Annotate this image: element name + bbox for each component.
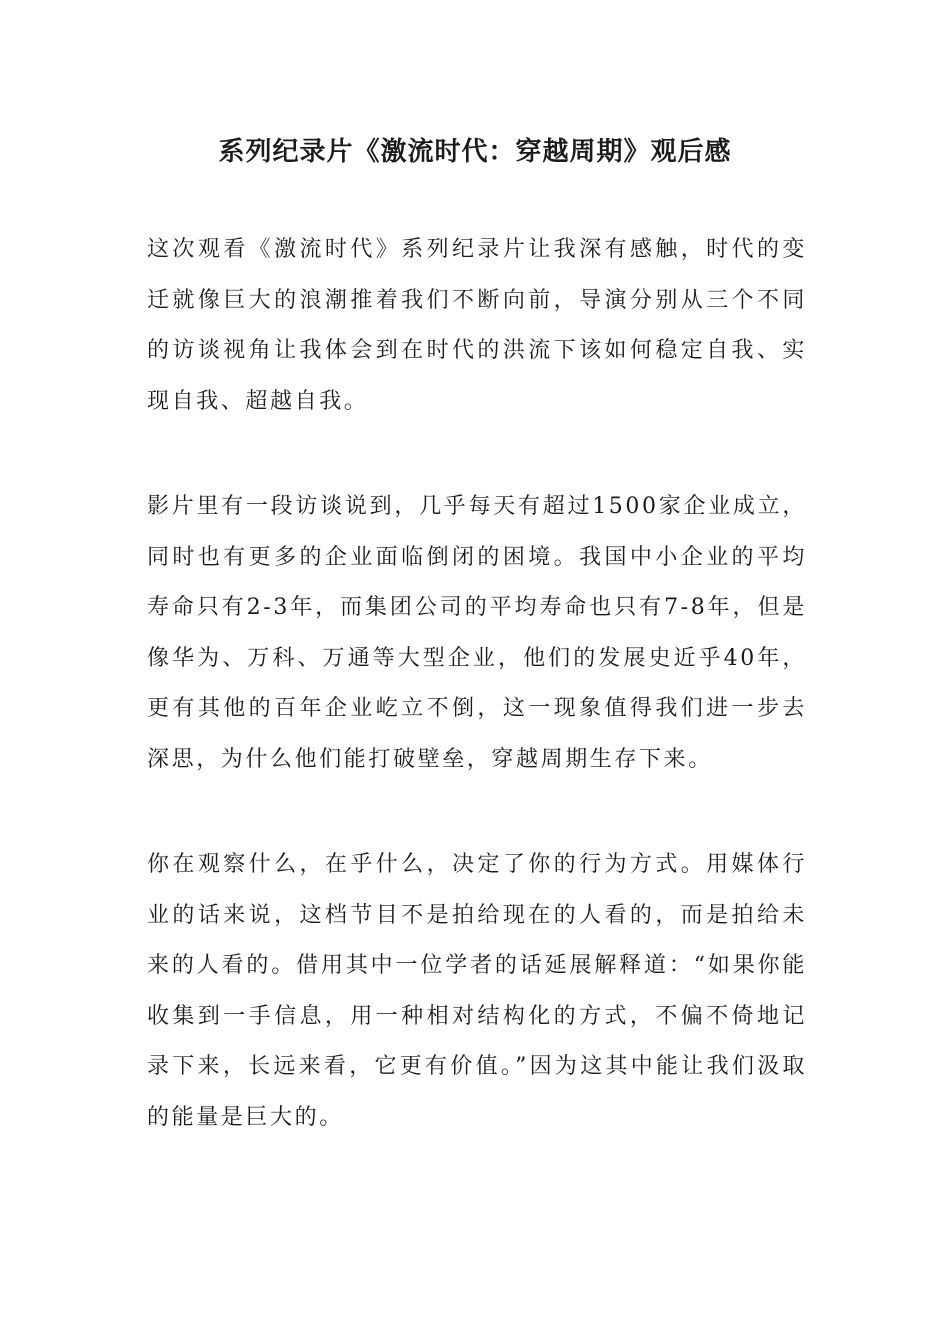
paragraph-3: 你在观察什么，在乎什么，决定了你的行为方式。用媒体行业的话来说，这档节目不是拍给现在的人看的，而是拍给未来的人看的。借用其中一位学者的话延展解释道：“如果你能收集到一手信息，用一种相对结构化的方式，不偏不倚地记录下来，长远来看，它更有价值。”因为这其中能让我们汲取的能量是巨大的。 <box>147 852 807 1130</box>
document-title: 系列纪录片《激流时代：穿越周期》观后感 <box>218 137 732 167</box>
paragraph-2: 影片里有一段访谈说到，几乎每天有超过1500家企业成立，同时也有更多的企业面临倒闭的困境。我国中小企业的平均寿命只有2-3年，而集团公司的平均寿命也只有7-8年，但是像华为、万科、万通等大型企业，他们的发展史近乎40年，更有其他的百年企业屹立不倒，这一现象值得我们进一步去深思，为什么他们能打破壁垒，穿越周期生存下来。 <box>147 494 807 772</box>
paragraph-1: 这次观看《激流时代》系列纪录片让我深有感触，时代的变迁就像巨大的浪潮推着我们不断向前，导演分别从三个不同的访谈视角让我体会到在时代的洪流下该如何稳定自我、实现自我、超越自我。 <box>147 237 807 414</box>
document-body <box>147 225 807 1143</box>
